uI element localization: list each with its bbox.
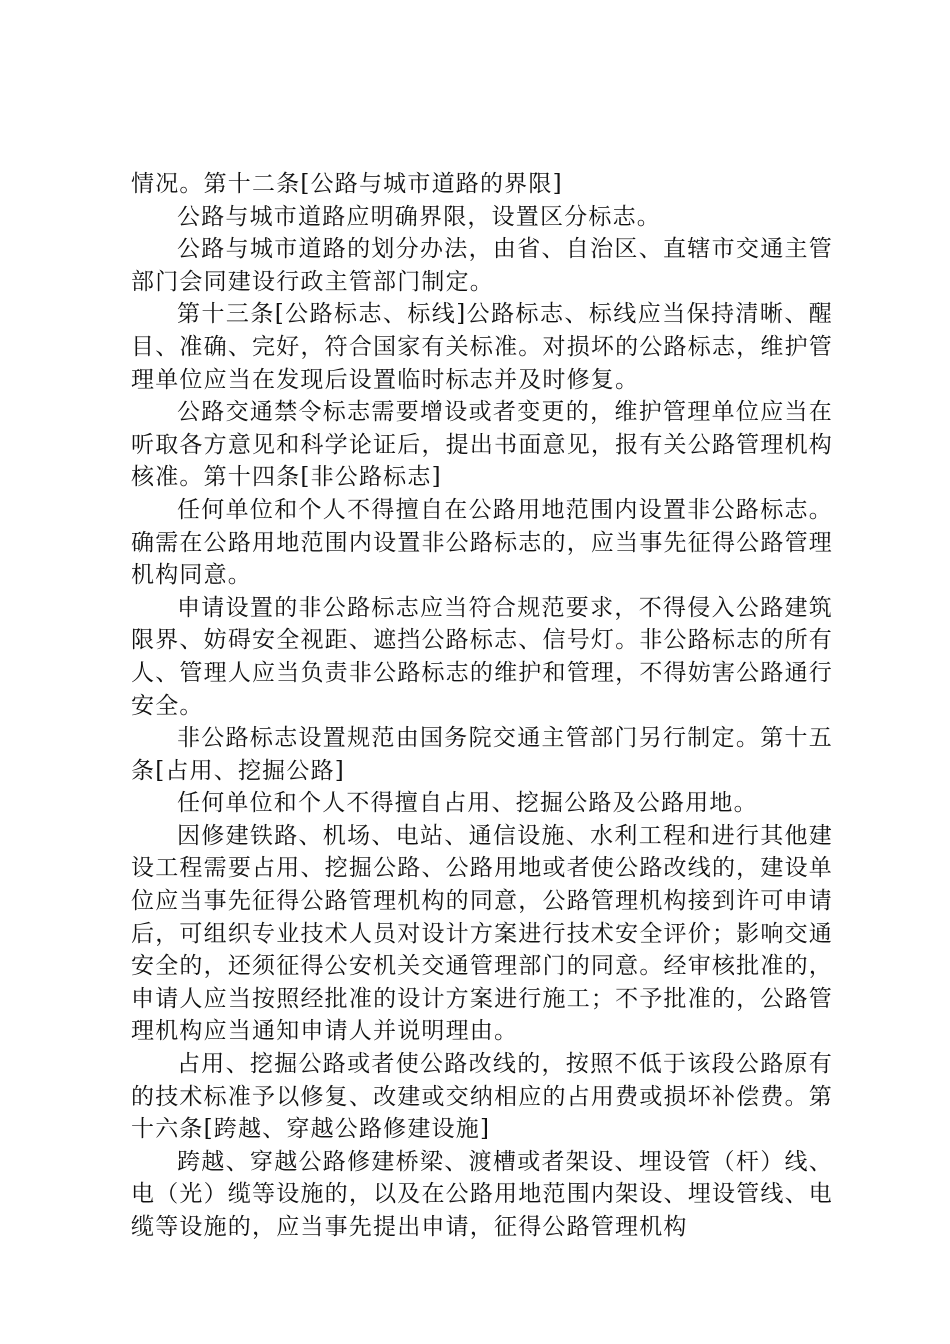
document-body bbox=[131, 168, 833, 1244]
paragraph: 公路与城市道路应明确界限，设置区分标志。 bbox=[177, 203, 661, 230]
paragraph: 任何单位和个人不得擅自占用、挖掘公路及公路用地。 bbox=[177, 790, 758, 817]
paragraph: 公路交通禁令标志需要增设或者变更的，维护管理单位应当在听取各方意见和科学论证后，提出书面意见，报有关公路管理机构核准。第十四条[非公路标志] bbox=[131, 399, 833, 491]
paragraph: 公路与城市道路的划分办法，由省、自治区、直辖市交通主管部门会同建设行政主管部门制定。 bbox=[131, 236, 833, 295]
paragraph: 任何单位和个人不得擅自在公路用地范围内设置非公路标志。确需在公路用地范围内设置非公路标志的，应当事先征得公路管理机构同意。 bbox=[131, 496, 833, 589]
paragraph: 占用、挖掘公路或者使公路改线的，按照不低于该段公路原有的技术标准予以修复、改建或交纳相应的占用费或损坏补偿费。第十六条[跨越、穿越公路修建设施] bbox=[131, 1051, 833, 1143]
paragraph: 非公路标志设置规范由国务院交通主管部门另行制定。第十五条[占用、挖掘公路] bbox=[131, 725, 833, 784]
paragraph-continuation: 情况。第十二条[公路与城市道路的界限] bbox=[131, 171, 563, 197]
paragraph: 跨越、穿越公路修建桥梁、渡槽或者架设、埋设管（杆）线、电（光）缆等设施的，以及在公路用地范围内架设、埋设管线、电缆等设施的，应当事先提出申请，征得公路管理机构 bbox=[131, 1148, 833, 1240]
paragraph: 因修建铁路、机场、电站、通信设施、水利工程和进行其他建设工程需要占用、挖掘公路、公路用地或者使公路改线的，建设单位应当事先征得公路管理机构的同意，公路管理机构接到许可申请后，可组织专业技术人员对设计方案进行技术安全评价；影响交通安全的，还须征得公安机关交通管理部门的同意。经审核批准的，申请人应当按照经批准的设计方案进行施工；不予批准的，公路管理机构应当通知申请人并说明理由。 bbox=[131, 822, 833, 1045]
paragraph: 第十三条[公路标志、标线]公路标志、标线应当保持清晰、醒目、准确、完好，符合国家有关标准。对损坏的公路标志，维护管理单位应当在发现后设置临时标志并及时修复。 bbox=[131, 301, 833, 393]
paragraph: 申请设置的非公路标志应当符合规范要求，不得侵入公路建筑限界、妨碍安全视距、遮挡公路标志、信号灯。非公路标志的所有人、管理人应当负责非公路标志的维护和管理，不得妨害公路通行安全。 bbox=[131, 594, 833, 719]
